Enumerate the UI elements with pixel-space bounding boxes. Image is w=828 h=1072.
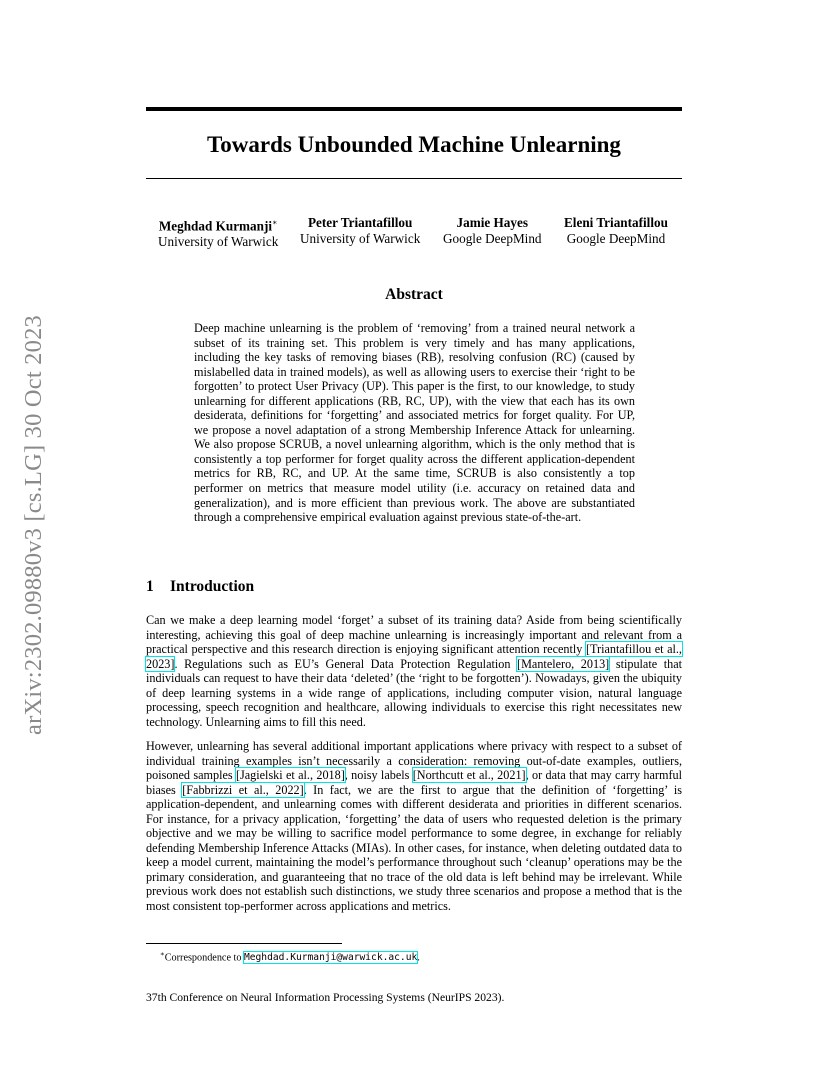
author-name: Peter Triantafillou xyxy=(307,215,413,230)
arxiv-id-text: arXiv:2302.09880v3 [cs.LG] 30 Oct 2023 xyxy=(20,315,47,735)
section-heading xyxy=(146,577,254,597)
section-title: Introduction xyxy=(170,578,255,595)
footnote-rule xyxy=(146,943,342,944)
citation-link[interactable]: [Northcutt et al., 2021] xyxy=(412,768,526,783)
author-name: Meghdad Kurmanji xyxy=(158,218,273,234)
author-affiliation: Google DeepMind xyxy=(443,231,542,246)
title-top-rule xyxy=(146,107,682,111)
conference-footer: 37th Conference on Neural Information Processing Systems (NeurIPS 2023). xyxy=(146,991,505,1004)
author-affiliation: Google DeepMind xyxy=(566,231,666,246)
abstract-heading: Abstract xyxy=(385,286,443,303)
author-2 xyxy=(300,215,420,247)
author-affiliation: University of Warwick xyxy=(158,234,279,250)
citation-link[interactable]: [Fabbrizzi et al., 2022] xyxy=(182,782,304,797)
author-1 xyxy=(158,215,278,250)
intro-paragraph-1: Can we make a deep learning model ‘forget’ a subset of its training data? Aside from being scientifically interesting, achieving this goal of deep machine unlearning is increasingly important and relevant from a practical perspective and this research direction is enjoying significant attention recently [Triantafillou et al., 2023]. Regulations such as EU’s General Data Protection Regulation [Mantelero, 2013] stipulate that individuals can request to have their data ‘deleted’ (the ‘right to be forgotten’). Nowadays, given the ubiquity of deep learning systems in a wide range of applications, including computer vision, natural language processing, speech recognition and healthcare, allowing individuals to exercise this right necessitates new technology. Unlearning aims to fill this need. xyxy=(146,613,682,729)
email-link[interactable]: Meghdad.Kurmanji@warwick.ac.uk xyxy=(243,952,418,964)
footnote: ∗Correspondence to Meghdad.Kurmanji@warwick.ac.uk. xyxy=(160,950,420,964)
author-4 xyxy=(564,215,668,247)
footnote-mark: ∗ xyxy=(160,950,165,958)
author-name: Jamie Hayes xyxy=(456,215,528,230)
arxiv-identifier xyxy=(14,290,54,760)
citation-link[interactable]: [Triantafillou et al., 2023] xyxy=(146,642,682,671)
abstract-text: Deep machine unlearning is the problem of ‘removing’ from a trained neural network a subset of its training set. This problem is very timely and has many applications, including the key tasks of removing biases (RB), resolving confusion (RC) (caused by mislabelled data in trained models), as well as allowing users to exercise their ‘right to be forgotten’ to protect User Privacy (UP). This paper is the first, to our knowledge, to study unlearning for different applications (RB, RC, UP), with the view that each has its own desiderata, definitions for ‘forgetting’ and associated metrics for forget quality. For UP, we propose a novel adaptation of a strong Membership Inference Attack for unlearning. We also propose SCRUB, a novel unlearning algorithm, which is the only method that is consistently a top performer for forget quality across the different application-dependent metrics for RB, RC, and UP. At the same time, SCRUB is also consistently a top performer on metrics that measure model utility (i.e. accuracy on retained data and generalization), and is more efficient than previous work. The above are substantiated through a comprehensive empirical evaluation against previous state-of-the-art. xyxy=(194,321,635,525)
author-affiliation: University of Warwick xyxy=(300,231,421,246)
author-name: Eleni Triantafillou xyxy=(564,215,668,230)
citation-link[interactable]: [Jagielski et al., 2018] xyxy=(235,768,345,783)
author-block xyxy=(146,215,682,255)
citation-link[interactable]: [Mantelero, 2013] xyxy=(517,656,610,671)
author-footnote-mark: ∗ xyxy=(272,218,278,227)
title-bottom-rule xyxy=(146,178,682,179)
intro-paragraph-2: However, unlearning has several additional important applications where privacy with respect to a subset of individual training examples isn’t necessarily a consideration: removing out-of-date examples, outliers, poisoned samples [Jagielski et al., 2018], noisy labels [Northcutt et al., 2021], or data that may carry harmful biases [Fabbrizzi et al., 2022]. In fact, we are the first to argue that the definition of ‘forgetting’ is application-dependent, and unlearning comes with different desiderata and priorities in different scenarios. For instance, for a privacy application, ‘forgetting’ the data of users who requested deletion is the primary objective and we may be willing to sacrifice model performance to some degree, in exchange for reliably defending Membership Inference Attacks (MIAs). In other cases, for instance, when deleting outdated data to keep a model current, maintaining the model’s performance throughout such ‘cleanup’ operations may be the primary consideration, and guaranteeing that no trace of the old data is left behind may be irrelevant. While previous work does not establish such distinctions, we study three scenarios and propose a method that is the most consistent top-performer across applications and metrics. xyxy=(146,739,682,914)
paper-title: Towards Unbounded Machine Unlearning xyxy=(207,132,621,157)
author-3 xyxy=(443,215,542,247)
section-number: 1 xyxy=(146,578,154,595)
